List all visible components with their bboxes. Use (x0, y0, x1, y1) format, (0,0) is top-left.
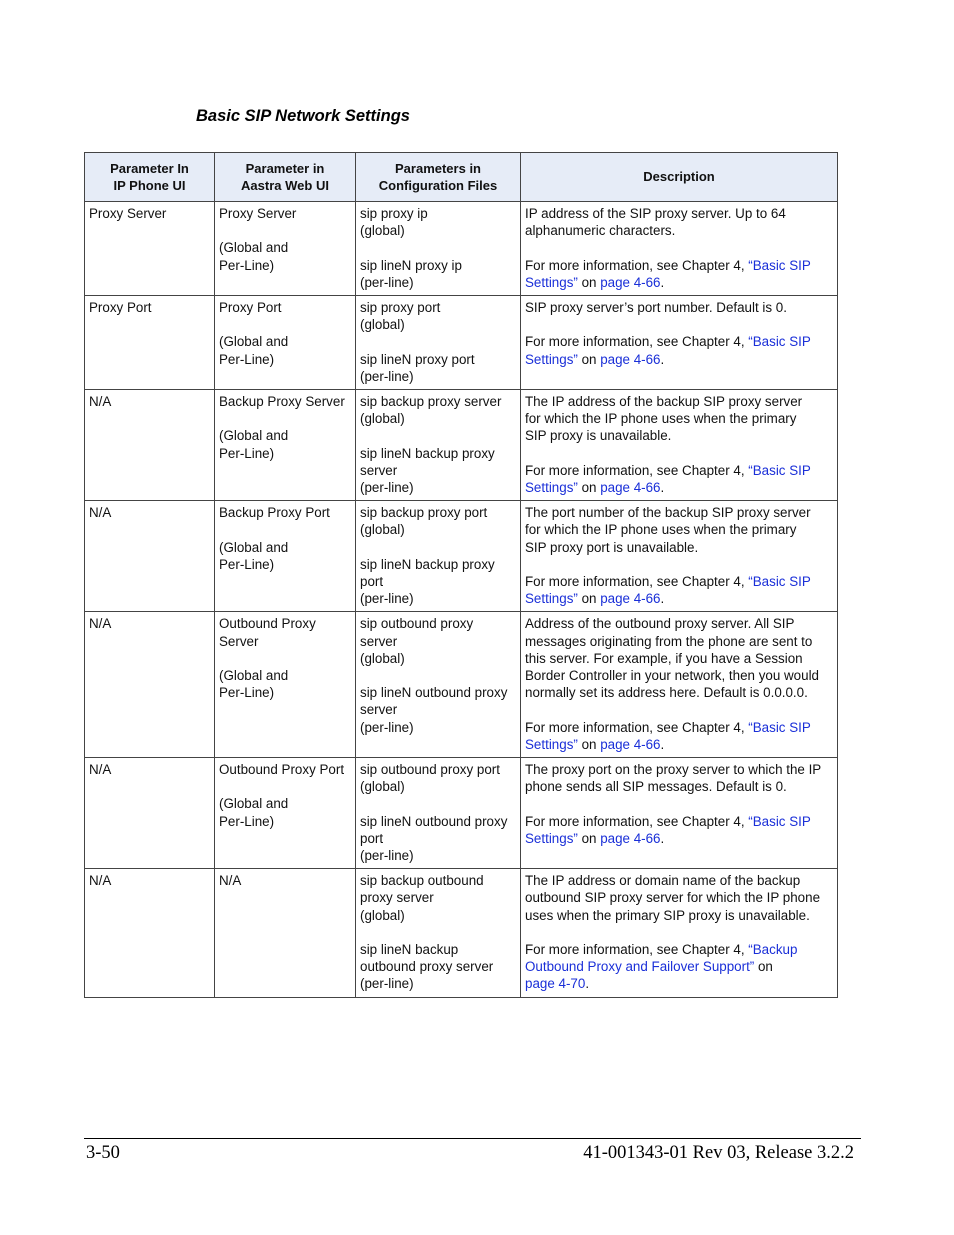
cell-line: sip lineN backup proxy (360, 445, 495, 461)
cell-line: (per-line) (360, 591, 414, 607)
line-gap (219, 222, 351, 239)
cell-config-params (356, 758, 521, 869)
cell-line: Parameters in (395, 160, 481, 176)
cell-line: SIP proxy is unavailable. (525, 428, 672, 444)
cell-line: Per-Line) (219, 556, 275, 572)
table-row (85, 390, 838, 501)
reference-text-cont (525, 736, 833, 753)
footer-divider (84, 1138, 861, 1139)
cell-description (521, 390, 838, 501)
table-row (85, 869, 838, 997)
cell-line: Outbound Proxy (219, 616, 316, 632)
cell-line: Border Controller in your network, then you would (525, 668, 819, 684)
cell-line: The proxy port on the proxy server to which the IP (525, 762, 822, 778)
cell-line: server (360, 702, 398, 718)
cell-line: Per-Line) (219, 351, 275, 367)
cell-web-ui (215, 390, 356, 501)
chapter-link[interactable]: “Basic SIP (748, 334, 811, 350)
chapter-link-cont[interactable]: Settings” (525, 274, 578, 290)
reference-text (525, 333, 833, 350)
reference-text (525, 257, 833, 274)
parameters-table (84, 152, 838, 998)
column-header (215, 153, 356, 202)
cell-line: sip backup proxy server (360, 394, 502, 409)
page-link[interactable]: page 4-66 (600, 480, 661, 495)
cell-line: (Global and (219, 428, 289, 444)
table-row (85, 202, 838, 296)
reference-prefix: For more information, see Chapter 4, (525, 719, 749, 735)
reference-suffix: . (660, 274, 665, 290)
cell-line: phone sends all SIP messages. Default is 0. (525, 779, 787, 795)
reference-mid: on (754, 959, 773, 975)
reference-suffix: . (660, 830, 665, 846)
cell-line: sip outbound proxy port (360, 762, 500, 778)
cell-line: (global) (360, 223, 405, 239)
cell-line: sip lineN outbound proxy (360, 685, 508, 701)
cell-line: Backup Proxy Server (219, 394, 345, 409)
reference-text-cont (525, 351, 833, 368)
cell-line: Parameter In (110, 160, 189, 176)
cell-line: (global) (360, 522, 405, 538)
cell-web-ui (215, 501, 356, 612)
reference-mid: on (577, 830, 601, 846)
cell-line: sip lineN proxy port (360, 351, 475, 367)
cell-line: server (360, 633, 398, 649)
line-gap (360, 667, 516, 684)
cell-phone-ui: N/A (85, 869, 215, 997)
chapter-link-cont[interactable]: Settings” (525, 830, 578, 846)
cell-line: Address of the outbound proxy server. All SIP (525, 616, 795, 632)
cell-line: outbound SIP proxy server for which the IP phone (525, 890, 821, 906)
cell-line: Proxy Server (219, 206, 297, 221)
line-gap (525, 239, 833, 256)
cell-line: (per-line) (360, 719, 414, 735)
cell-line: (global) (360, 907, 405, 923)
cell-line: Parameter in (245, 160, 325, 176)
cell-line: Backup Proxy Port (219, 505, 330, 521)
reference-mid: on (577, 480, 601, 495)
line-gap (525, 316, 833, 333)
reference-text-cont (525, 958, 833, 975)
page-link[interactable]: page 4-66 (600, 591, 661, 607)
line-gap (525, 924, 833, 941)
cell-line: The port number of the backup SIP proxy server (525, 505, 811, 521)
column-header (85, 153, 215, 202)
line-gap (525, 556, 833, 573)
reference-prefix: For more information, see Chapter 4, (525, 574, 749, 589)
cell-line: Description (643, 169, 715, 184)
cell-line: IP address of the SIP proxy server. Up to 64 (525, 206, 786, 221)
table-header-row (85, 153, 838, 202)
page-link[interactable]: page 4-66 (600, 351, 661, 367)
cell-line: N/A (219, 873, 242, 889)
cell-config-params (356, 501, 521, 612)
section-title: Basic SIP Network Settings (196, 107, 410, 125)
line-gap (360, 539, 516, 556)
cell-line: The IP address or domain name of the backup (525, 873, 801, 889)
line-gap (525, 445, 833, 462)
cell-line: Per-Line) (219, 257, 275, 273)
cell-description (521, 758, 838, 869)
line-gap (219, 521, 351, 538)
chapter-link[interactable]: “Backup (748, 942, 798, 958)
cell-line: (per-line) (360, 274, 414, 290)
reference-text (525, 462, 833, 479)
reference-prefix: For more information, see Chapter 4, (525, 942, 749, 958)
cell-line: port (360, 830, 384, 846)
column-header (521, 153, 838, 202)
cell-line: sip backup proxy port (360, 505, 488, 521)
cell-config-params (356, 202, 521, 296)
cell-line: Per-Line) (219, 685, 275, 701)
cell-description (521, 612, 838, 758)
reference-text-cont (525, 274, 833, 291)
cell-line: (per-line) (360, 368, 414, 384)
reference-mid: on (577, 736, 601, 752)
cell-line: uses when the primary SIP proxy is unavailable. (525, 907, 810, 923)
reference-text (525, 941, 833, 958)
cell-phone-ui: Proxy Port (85, 296, 215, 390)
cell-line: sip lineN outbound proxy (360, 813, 508, 829)
page-link[interactable]: page 4-66 (600, 736, 661, 752)
reference-prefix: For more information, see Chapter 4, (525, 462, 749, 478)
cell-description (521, 501, 838, 612)
table-row (85, 296, 838, 390)
cell-line: Aastra Web UI (241, 177, 329, 193)
cell-line: port (360, 574, 384, 589)
cell-line: Per-Line) (219, 813, 275, 829)
cell-line: The IP address of the backup SIP proxy server (525, 394, 803, 409)
cell-line: sip proxy ip (360, 206, 428, 221)
cell-phone-ui: N/A (85, 390, 215, 501)
cell-description (521, 869, 838, 997)
chapter-link[interactable]: “Basic SIP (748, 462, 811, 478)
chapter-link[interactable]: “Basic SIP (748, 719, 811, 735)
cell-web-ui (215, 296, 356, 390)
cell-line: messages originating from the phone are sent to (525, 633, 813, 649)
cell-line: (global) (360, 317, 405, 333)
table-row (85, 758, 838, 869)
line-gap (525, 701, 833, 718)
reference-text-cont (525, 830, 833, 847)
cell-description (521, 202, 838, 296)
reference-suffix: . (585, 976, 590, 992)
chapter-link[interactable]: “Basic SIP (748, 257, 811, 273)
cell-web-ui (215, 869, 356, 997)
line-gap (360, 333, 516, 350)
page-link[interactable]: page 4-66 (600, 830, 661, 846)
chapter-link-cont[interactable]: Settings” (525, 480, 578, 495)
reference-mid: on (577, 591, 601, 607)
cell-line: (Global and (219, 539, 289, 555)
line-gap (360, 427, 516, 444)
reference-text (525, 813, 833, 830)
line-gap (360, 795, 516, 812)
line-gap (219, 410, 351, 427)
cell-line: (Global and (219, 240, 289, 256)
chapter-link-cont[interactable]: Settings” (525, 351, 578, 367)
cell-line: sip lineN backup (360, 942, 459, 958)
reference-prefix: For more information, see Chapter 4, (525, 334, 749, 350)
cell-line: sip backup outbound (360, 873, 484, 889)
reference-mid: on (577, 351, 601, 367)
reference-text (525, 573, 833, 590)
line-gap (525, 795, 833, 812)
reference-prefix: For more information, see Chapter 4, (525, 813, 749, 829)
line-gap (219, 778, 351, 795)
cell-line: Server (219, 633, 259, 649)
reference-suffix: . (660, 351, 665, 367)
cell-line: sip lineN backup proxy (360, 556, 495, 572)
page-link[interactable]: page 4-66 (600, 274, 661, 290)
reference-suffix: . (660, 591, 665, 607)
cell-line: (per-line) (360, 976, 414, 992)
cell-phone-ui: Proxy Server (85, 202, 215, 296)
cell-line: proxy server (360, 890, 434, 906)
document-id: 41-001343-01 Rev 03, Release 3.2.2 (583, 1143, 854, 1163)
chapter-link[interactable]: “Basic SIP (748, 574, 811, 589)
reference-mid: on (577, 274, 601, 290)
table-body (85, 202, 838, 998)
cell-line: for which the IP phone uses when the primary (525, 522, 797, 538)
cell-line: (global) (360, 650, 405, 666)
cell-web-ui (215, 612, 356, 758)
reference-text-cont (525, 479, 833, 496)
chapter-link-cont[interactable]: Settings” (525, 736, 578, 752)
line-gap (219, 316, 351, 333)
cell-line: (global) (360, 411, 405, 427)
column-header (356, 153, 521, 202)
page-link[interactable]: page 4-70 (525, 976, 586, 992)
reference-text-cont (525, 590, 833, 607)
chapter-link-cont[interactable]: Settings” (525, 591, 578, 607)
cell-config-params (356, 296, 521, 390)
cell-line: (per-line) (360, 848, 414, 864)
cell-phone-ui: N/A (85, 758, 215, 869)
cell-description (521, 296, 838, 390)
cell-line: for which the IP phone uses when the primary (525, 411, 797, 427)
cell-line: sip lineN proxy ip (360, 257, 462, 273)
cell-web-ui (215, 758, 356, 869)
cell-line: this server. For example, if you have a Session (525, 650, 803, 666)
cell-line: normally set its address here. Default is 0.0.0.0. (525, 685, 808, 701)
line-gap (360, 239, 516, 256)
line-gap (360, 924, 516, 941)
table-row (85, 501, 838, 612)
cell-line: (Global and (219, 334, 289, 350)
reference-suffix: . (660, 480, 665, 495)
cell-line: server (360, 462, 398, 478)
cell-line: Configuration Files (378, 177, 498, 193)
cell-line: alphanumeric characters. (525, 223, 676, 239)
cell-phone-ui: N/A (85, 612, 215, 758)
cell-config-params (356, 612, 521, 758)
reference-text (525, 719, 833, 736)
cell-line: SIP proxy port is unavailable. (525, 539, 699, 555)
cell-line: IP Phone UI (113, 177, 186, 193)
table-row (85, 612, 838, 758)
cell-line: outbound proxy server (360, 959, 494, 975)
cell-config-params (356, 869, 521, 997)
cell-line: sip outbound proxy (360, 616, 474, 632)
chapter-link[interactable]: “Basic SIP (748, 813, 811, 829)
reference-prefix: For more information, see Chapter 4, (525, 257, 749, 273)
cell-line: (Global and (219, 796, 289, 812)
cell-line: (global) (360, 779, 405, 795)
page-number: 3-50 (86, 1143, 120, 1163)
cell-line: Outbound Proxy Port (219, 762, 345, 778)
cell-config-params (356, 390, 521, 501)
cell-line: sip proxy port (360, 300, 441, 315)
cell-line: SIP proxy server’s port number. Default is 0. (525, 300, 787, 315)
cell-line: (per-line) (360, 480, 414, 495)
cell-line: Per-Line) (219, 445, 275, 461)
cell-phone-ui: N/A (85, 501, 215, 612)
cell-line: (Global and (219, 668, 289, 683)
reference-suffix: . (660, 736, 665, 752)
cell-line: Proxy Port (219, 300, 282, 315)
reference-text-cont (525, 975, 833, 992)
line-gap (219, 650, 351, 667)
chapter-link-cont[interactable]: Outbound Proxy and Failover Support” (525, 959, 755, 975)
cell-web-ui (215, 202, 356, 296)
